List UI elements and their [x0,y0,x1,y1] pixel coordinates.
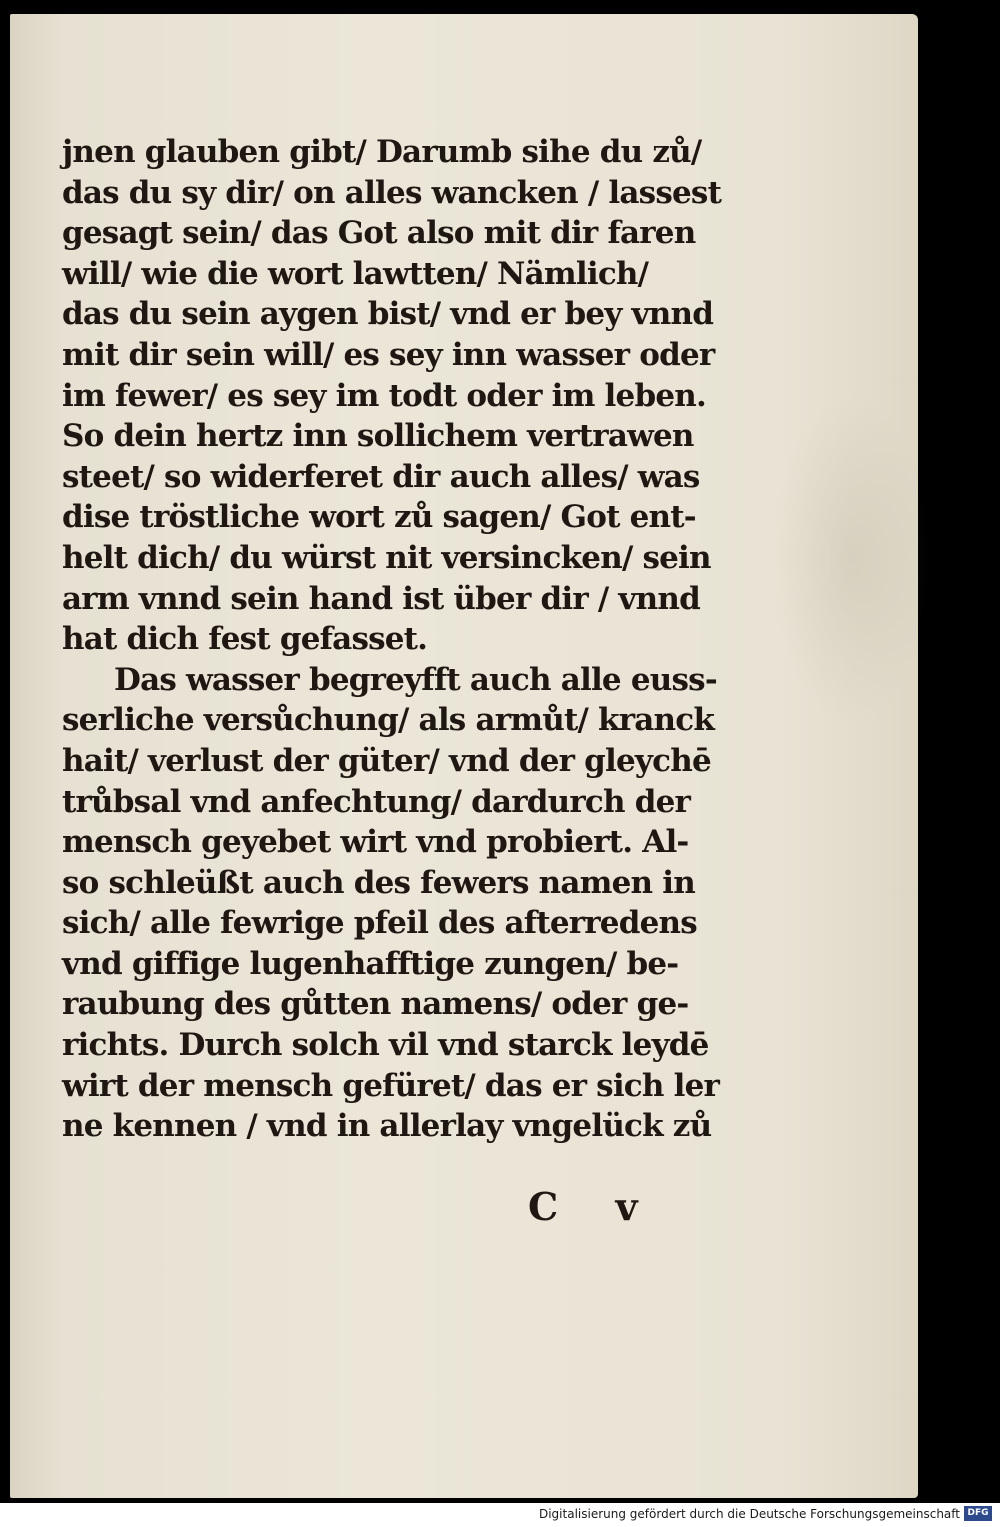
text-line: so schleüßt auch des fewers namen in [62,864,696,901]
text-line: steet/ so widerferet dir auch alles/ was [62,458,700,495]
show-through [770,394,930,724]
text-line: das du sy dir/ on alles wancken / lassest [62,174,722,211]
funding-credit: Digitalisierung gefördert durch die Deutsche Forschungsgemeinschaft [538,1507,960,1521]
text-line: raubung des gůtten namens/ oder ge- [62,986,689,1023]
text-line: serliche versůchung/ als armůt/ kranck [62,702,715,739]
text-line: mit dir sein will/ es sey inn wasser oder [62,336,715,373]
text-line: arm vnnd sein hand ist über dir / vnnd [62,580,700,617]
dfg-logo-icon: DFG [964,1506,992,1521]
text-line: Das wasser begreyfft auch alle euss- [114,661,717,698]
text-line: ne kennen / vnd in allerlay vngelück zů [62,1108,712,1145]
text-line: hait/ verlust der güter/ vnd der gleychē [62,742,711,779]
text-line: gesagt sein/ das Got also mit dir faren [62,215,696,252]
text-block [62,132,722,1147]
text-line: hat dich fest gefasset. [62,621,428,658]
text-line: jnen glauben gibt/ Darumb sihe du zů/ [62,134,702,170]
text-line: sich/ alle fewrige pfeil des afterredens [62,905,697,942]
text-line: das du sein aygen bist/ vnd er bey vnnd [62,296,714,333]
text-line: wirt der mensch gefüret/ das er sich ler [62,1067,720,1104]
text-line: helt dich/ du würst nit versincken/ sein [62,539,711,576]
text-line: dise tröstliche wort zů sagen/ Got ent- [62,499,696,536]
text-line: mensch geyebet wirt vnd probiert. Al- [62,824,689,861]
text-line: will/ wie die wort lawtten/ Nämlich/ [62,255,649,292]
signature-mark: C v [528,1184,660,1229]
text-line: So dein hertz inn sollichem vertrawen [62,418,694,455]
text-line: vnd giffige lugenhafftige zungen/ be- [62,945,679,982]
text-line: im fewer/ es sey im todt oder im leben. [62,377,706,414]
text-line: trůbsal vnd anfechtung/ dardurch der [62,783,691,820]
text-line: richts. Durch solch vil vnd starck leydē [62,1027,709,1064]
